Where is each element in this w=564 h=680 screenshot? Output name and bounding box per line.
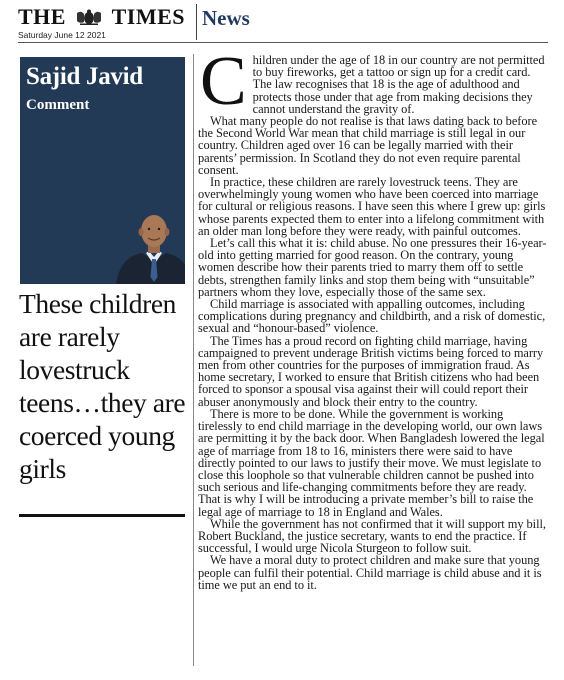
article-paragraph: While the government has not confirmed that it will support my bill, Robert Buckland, the justice secretary, wants to end the practice. If successful, I would urge Nicola Sturgeon to follow suit. [198, 516, 546, 556]
article-paragraph: Child marriage is associated with appalling outcomes, including complications during pregnancy and childbirth, and a risk of domestic, sexual and “honour-based” violence. [198, 297, 546, 336]
author-panel [20, 57, 185, 284]
pull-quote: These children are rarely lovestruck teens…they are coerced young girls [19, 288, 186, 484]
article-paragraph: Let’s call this what it is: child abuse. No one pressures their 16-year-old into getting married for good reason. On the contrary, young women describe how their parents tried to marry them off to settle debts, strengthen family links and stop them being with “unsuitable” partners whom they love, especially those of the same sex. [198, 236, 547, 299]
crest-icon [76, 9, 102, 26]
article-body [198, 43, 548, 592]
article-paragraph: There is more to be done. While the government is working tirelessly to end child marriage in the developing world, our own laws are permitting it by the back door. When Bangladesh lowered the legal age of marriage from 18 to 16, ministers there were said to have directly pointed to our laws to justify their move. We must legislate to close this loophole so that vulnerable children cannot be pushed into such serious and life-changing commitments before they are ready. That is why I will be introducing a private member’s bill to raise the legal age of marriage to 18 in England and Wales. [198, 406, 545, 519]
author-kicker: Comment [26, 97, 90, 113]
masthead-divider [196, 4, 197, 40]
article-paragraph: We have a moral duty to protect children and make sure that young people can fulfil their potential. Child marriage is child abuse and it is time we put an end to it. [198, 553, 542, 592]
section-label: News [202, 6, 250, 30]
masthead-title [18, 6, 194, 28]
article-paragraph: The Times has a proud record on fighting child marriage, having campaigned to prevent underage British victims being forced to marry men from other countries for the purposes of immigration fraud. As home secretary, I worked to ensure that British citizens who had been forced to sponsor a spousal visa against their will could report their abuser anonymously and block their entry to the country. [198, 333, 544, 409]
article-paragraph: What many people do not realise is that laws dating back to before the Second World War mean that child marriage is still legal in our country. Children aged over 16 can be legally married with their parents’ permission. In Scotland they do not even require parental consent. [198, 114, 538, 177]
author-name: Sajid Javid [26, 63, 143, 90]
article-paragraph: hildren under the age of 18 in our country are not permitted to buy fireworks, get a tattoo or sign up for a credit card. The law recognises that 18 is the age of adulthood and protects those under that age from making decisions they cannot understand the gravity of. [252, 53, 545, 116]
author-photo [114, 207, 185, 284]
masthead [18, 6, 194, 40]
masthead-date: Saturday June 12 2021 [18, 30, 106, 40]
masthead-title-the: THE [18, 4, 66, 29]
drop-cap: C [200, 43, 247, 120]
column-rule [193, 54, 194, 666]
pull-quote-rule [19, 514, 185, 517]
article-paragraph: In practice, these children are rarely lovestruck teens. They are overwhelmingly young women who have been coerced into marriage for cultural or religious reasons. I have seen this where I grew up: girls whose parents expected them to enter into a lifelong commitment with an older man long before they were ready, with painful outcomes. [198, 175, 546, 238]
masthead-title-times: TIMES [111, 4, 185, 29]
masthead-rule [18, 42, 548, 43]
